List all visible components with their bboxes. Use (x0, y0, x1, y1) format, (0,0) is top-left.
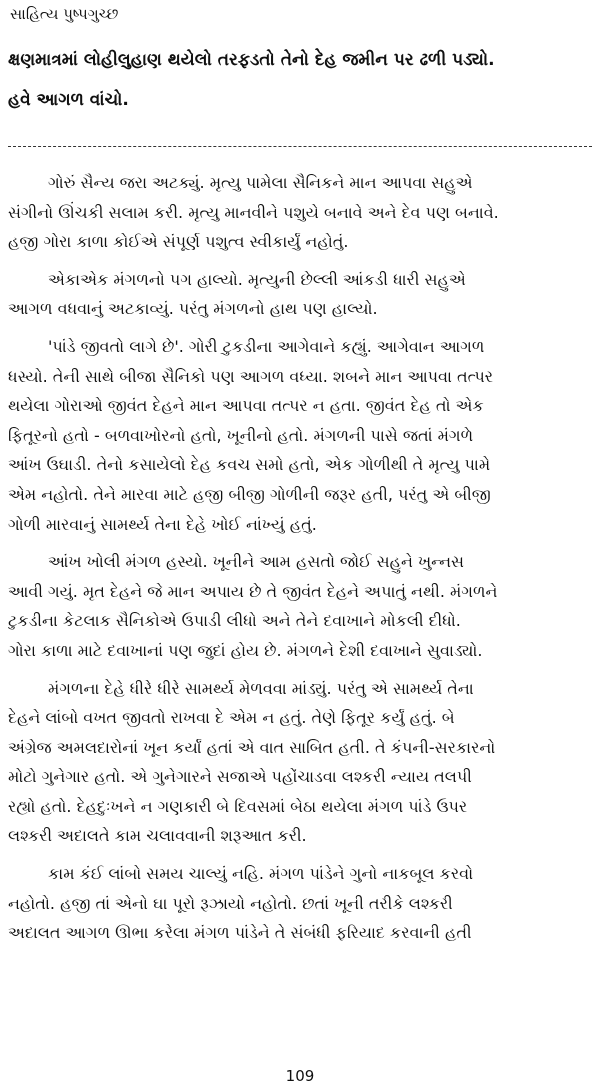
text-line: આંખ ઉઘાડી. તેનો કસાયેલો દેહ કવચ સમો હતો, એક ગોળીથી તે મૃત્યુ પામે (8, 455, 491, 475)
text-line: સંગીનો ઊંચકી સલામ કરી. મૃત્યુ માનવીને પશુયે બનાવે અને દેવ પણ બનાવે. (8, 202, 499, 222)
paragraph (8, 859, 596, 948)
text-line: મંગળના દેહે ધીરે ધીરે સામર્થ્ય મેળવવા માંડ્યું. પરંતુ એ સામર્થ્ય તેના (48, 678, 474, 698)
text-line: અદાલત આગળ ઊભા કરેલા મંગળ પાંડેને તે સંબંધી ફરિયાદ કરવાની હતી (8, 923, 472, 943)
body-text (8, 168, 596, 956)
page-number: 109 (285, 1067, 315, 1085)
text-line: એમ નહોતો. તેને મારવા માટે હજી બીજી ગોળીની જરૂર હતી, પરંતુ એ બીજી (8, 484, 491, 504)
text-line: ટુકડીના કેટલાક સૈનિકોએ ઉપાડી લીધો અને તેને દવાખાને મોકલી દીધો. (8, 611, 461, 631)
paragraph (8, 674, 596, 852)
paragraph (8, 265, 596, 324)
dashed-divider (8, 146, 592, 147)
text-line: દેહને લાંબો વખત જીવતો રાખવા દે એમ ન હતું. તેણે ફિતૂર કર્યું હતું. બે (8, 708, 455, 728)
lead-line: હવે આગળ વાંચો. (8, 90, 129, 110)
text-line: કામ કંઈ લાંબો સમય ચાલ્યું નહિ. મંગળ પાંડેને ગુનો નાકબૂલ કરવો (48, 864, 474, 884)
paragraph (8, 332, 596, 539)
text-line: આગળ વધવાનું અટકાવ્યું. પરંતુ મંગળનો હાથ પણ હાલ્યો. (8, 299, 378, 319)
text-line: નહોતો. હજી તાં એનો ઘા પૂરો રૂઝાયો નહોતો. છતાં ખૂની તરીકે લશ્કરી (8, 893, 453, 913)
text-line: ગોરું સૈન્ય જરા અટક્યું. મૃત્યુ પામેલા સૈનિકને માન આપવા સહુએ (48, 173, 473, 192)
text-line: ધસ્યો. તેની સાથે બીજા સૈનિકો પણ આગળ વધ્યા. શબને માન આપવા તત્પર (8, 366, 493, 386)
text-line: હજી ગોરા કાળા કોઈએ સંપૂર્ણ પશુત્વ સ્વીકાર્યું નહોતું. (8, 232, 349, 252)
text-line: ગોરા કાળા માટે દવાખાનાં પણ જુદાં હોય છે. મંગળને દેશી દવાખાને સુવાડ્યો. (8, 640, 483, 660)
lead-paragraph (8, 40, 596, 120)
paragraph (8, 168, 596, 257)
text-line: ફિતૂરનો હતો - બળવાખોરનો હતો, ખૂનીનો હતો. મંગળની પાસે જતાં મંગળે (8, 425, 474, 445)
text-line: આવી ગયું. મૃત દેહને જે માન અપાય છે તે જીવંત દેહને અપાતું નથી. મંગળને (8, 581, 498, 601)
lead-line: ક્ષણમાત્રમાં લોહીલુહાણ થયેલો તરફડતો તેનો દેહ જમીન પર ઢળી પડ્યો. (8, 50, 495, 70)
paragraph (8, 547, 596, 665)
text-line: ગોળી મારવાનું સામર્થ્ય તેના દેહે ખોઈ નાંખ્યું હતું. (8, 514, 317, 534)
text-line: અંગ્રેજ અમલદારોનાં ખૂન કર્યાં હતાં એ વાત સાબિત હતી. તે કંપની-સરકારનો (8, 737, 496, 757)
text-line: રહ્યો હતો. દેહદુઃખને ન ગણકારી બે દિવસમાં બેઠા થયેલા મંગળ પાંડે ઉપર (8, 796, 468, 816)
text-line: 'પાંડે જીવતો લાગે છે'. ગોરી ટુકડીના આગેવાને કહ્યું. આગેવાન આગળ (48, 336, 485, 356)
text-line: મોટો ગુનેગાર હતો. એ ગુનેગારને સજાએ પહોંચાડવા લશ્કરી ન્યાય તલપી (8, 767, 472, 787)
text-line: લશ્કરી અદાલતે કામ ચલાવવાની શરૂઆત કરી. (8, 826, 307, 846)
text-line: થયેલા ગોરાઓ જીવંત દેહને માન આપવા તત્પર ન હતા. જીવંત દેહ તો એક (8, 396, 484, 416)
text-line: એકાએક મંગળનો પગ હાલ્યો. મૃત્યુની છેલ્લી આંકડી ધારી સહુએ (48, 269, 466, 289)
text-line: આંખ ખોલી મંગળ હસ્યો. ખૂનીને આમ હસતો જોઈ સહુને ખુન્નસ (48, 552, 464, 572)
running-head: સાહિત્ય પુષ્પગુચ્છ (10, 5, 119, 23)
